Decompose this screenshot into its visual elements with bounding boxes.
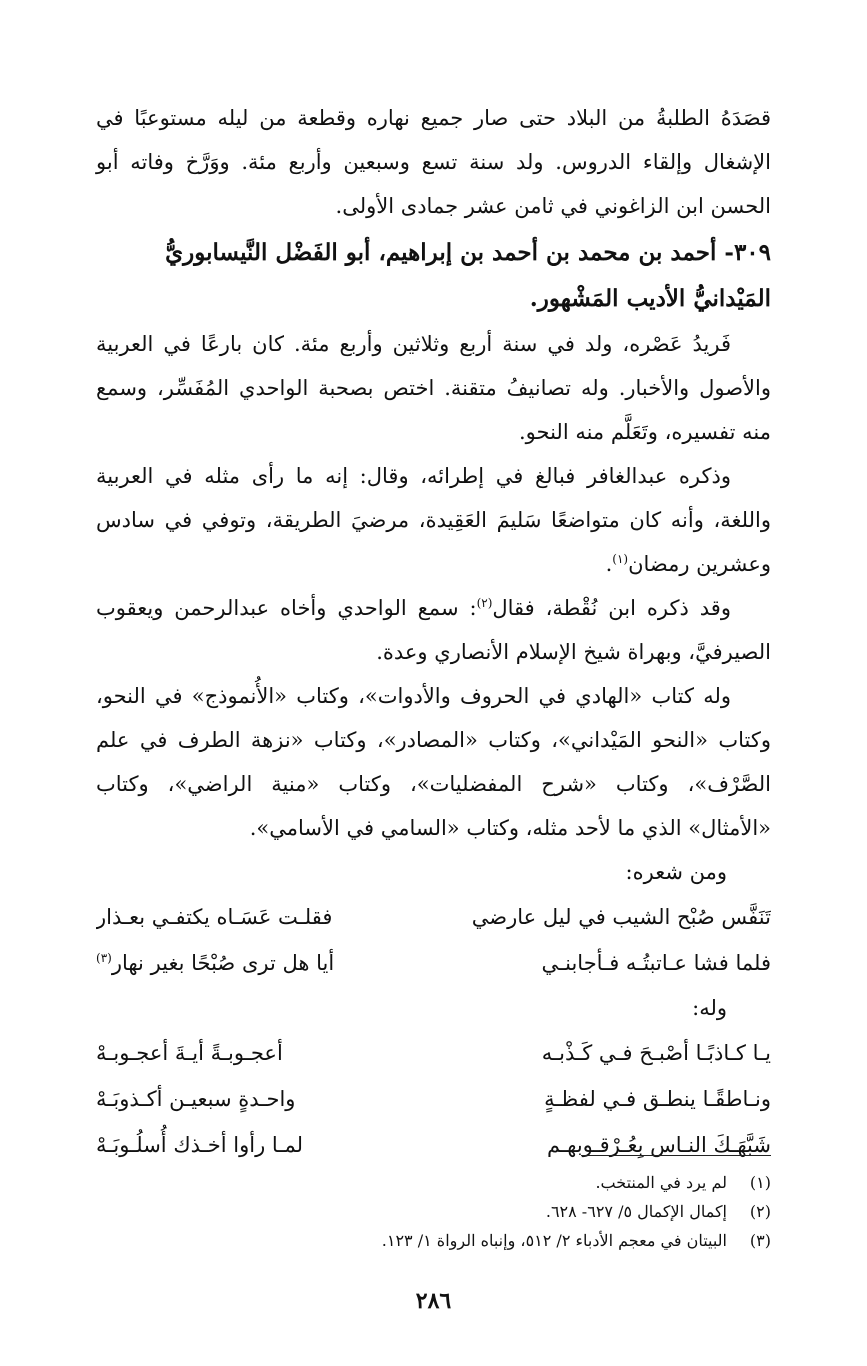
- poem-2: [96, 1030, 771, 1168]
- footnote-ref-3[interactable]: (٣): [96, 951, 112, 965]
- verse-second-hemistich: [96, 940, 420, 986]
- paragraph-ibn-nuqta-lead: وقد ذكره ابن نُقْطة، فقال: [492, 596, 731, 620]
- verse-second-hemistich: لمـا رأوا أخـذك أُسلُـوبَـهْ: [96, 1133, 304, 1157]
- poem-intro-2: وله:: [692, 996, 727, 1020]
- footnote-number: (٣): [749, 1231, 771, 1250]
- footnote-item: [96, 1168, 771, 1197]
- footnote-item: [96, 1197, 771, 1226]
- paragraph-abdulghafir-text: وذكره عبدالغافر فبالغ في إطرائه، وقال: إنه ما رأى مثله في العربية واللغة، وأنه كان متواضعًا سَليمَ العَقِيدة، مرضيَ الطريقة، وتوفي في سادس وعشرين رمضان: [96, 464, 771, 576]
- footnote-ref-2[interactable]: (٢): [476, 596, 493, 610]
- poem-1: [96, 894, 771, 986]
- footnote-text: البيتان في معجم الأدباء ٢/ ٥١٢، وإنباه الرواة ١/ ١٢٣.: [381, 1231, 727, 1250]
- footnote-item: [96, 1226, 771, 1255]
- paragraph-ibn-nuqta-text: : سمع الواحدي وأخاه عبدالرحمن ويعقوب الصيرفيَّ، وبهراة شيخ الإسلام الأنصاري وعدة.: [96, 596, 771, 664]
- verse-first-hemistich: يـا كـاذبًـا أصْبـحَ فـي كَـذْبـه: [541, 1041, 771, 1065]
- verse-row: [96, 1122, 771, 1168]
- footnotes-list: [96, 1168, 771, 1255]
- poem-intro-1: ومن شعره:: [625, 860, 727, 884]
- verse-row: [96, 1030, 771, 1076]
- paragraph-ibn-nuqta: [96, 586, 771, 674]
- verse-first-hemistich: تَنَفَّس صُبْح الشيب في ليل عارضي: [471, 905, 771, 929]
- paragraph-biography: فَريدُ عَصْره، ولد في سنة أربع وثلاثين وأربع مئة. كان بارعًا في العربية والأصول والأخبار. وله تصانيفُ متقنة. اختص بصحبة الواحدي المُفَسِّر، وسمع منه تفسيره، وتَعَلَّم منه النحو.: [96, 332, 771, 444]
- footnote-number: (٢): [749, 1202, 771, 1221]
- footnote-divider: [581, 1155, 771, 1156]
- verse-first-hemistich: فلما فشا عـاتبتُـه فـأجابنـي: [541, 951, 771, 975]
- page-number: ٢٨٦: [415, 1288, 452, 1314]
- verse-row: [96, 1076, 771, 1122]
- verse-second-hemistich: واحـدةٍ سبعيـن أكـذوبَـهْ: [96, 1087, 296, 1111]
- paragraph-abdulghafir: وذكره عبدالغافر فبالغ في إطرائه، وقال: إنه ما رأى مثله في العربية واللغة، وأنه كان متواضعًا سَليمَ العَقِيدة، مرضيَ الطريقة، وتوفي في سادس وعشرين رمضان$^{(١)}$.: [96, 464, 771, 576]
- footnote-ref-1[interactable]: (١): [612, 552, 629, 566]
- verse-second-hemistich-text: أيا هل ترى صُبْحًا بغير نهار: [111, 951, 335, 975]
- verse-first-hemistich: شَبَّهَـكَ النـاس بِعُـرْقـوبهـم: [547, 1133, 771, 1157]
- verse-row: [96, 940, 771, 986]
- verse-second-hemistich: فقلـت عَسَـاه يكتفـي بعـذار: [96, 905, 333, 929]
- paragraph-books: وله كتاب «الهادي في الحروف والأدوات»، وكتاب «الأُنموذج» في النحو، وكتاب «النحو المَيْداني»، وكتاب «المصادر»، وكتاب «نزهة الطرف في علم الصَّرْف»، وكتاب «شرح المفضليات»، وكتاب «منية الراضي»، وكتاب «الأمثال» الذي ما لأحد مثله، وكتاب «السامي في الأسامي».: [96, 684, 771, 840]
- verse-row: [96, 894, 771, 940]
- footnote-number: (١): [749, 1173, 771, 1192]
- entry-heading: ٣٠٩- أحمد بن محمد بن أحمد بن إبراهيم، أبو الفَضْل النَّيسابوريُّ المَيْدانيُّ الأديب المَشْهور.: [165, 239, 771, 312]
- verse-second-hemistich: أعجـوبـةً أيـةَ أعجـوبـهْ: [96, 1041, 283, 1065]
- verse-first-hemistich: ونـاطقًـا ينطـق فـي لفظـةٍ: [544, 1087, 771, 1111]
- footnote-text: إكمال الإكمال ٥/ ٦٢٧- ٦٢٨.: [545, 1202, 727, 1221]
- paragraph-continuation: قصَدَهُ الطلبةُ من البلاد حتى صار جميع نهاره وقطعة من ليله مستوعبًا في الإشغال وإلقاء الدروس. ولد سنة تسع وسبعين وأربع مئة. ووَرَّخ وفاته أبو الحسن ابن الزاغوني في ثامن عشر جمادى الأولى.: [96, 106, 771, 218]
- footnote-text: لم يرد في المنتخب.: [595, 1173, 727, 1192]
